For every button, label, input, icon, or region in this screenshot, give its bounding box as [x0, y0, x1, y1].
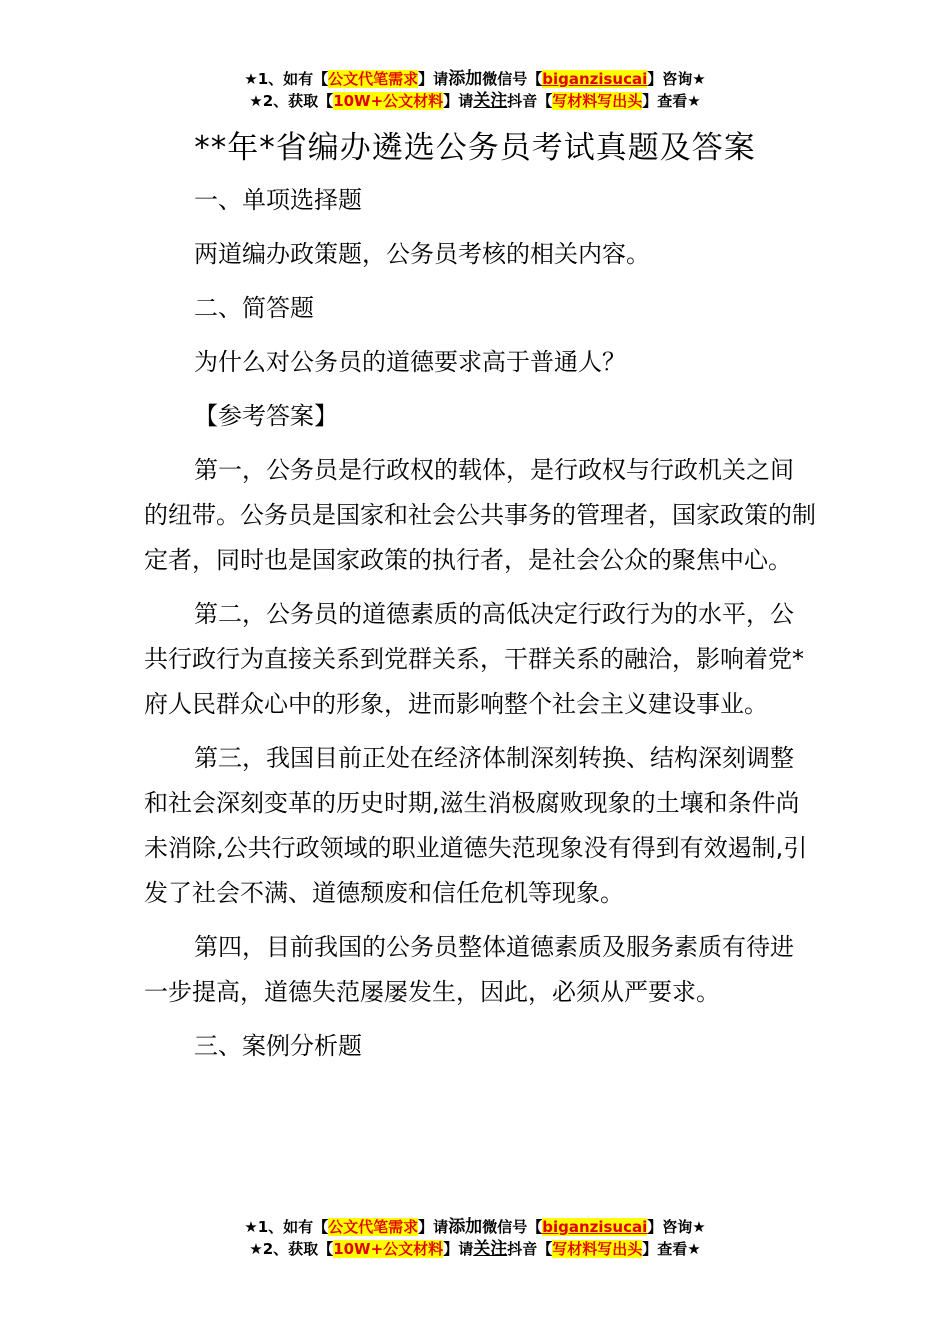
douyin-account[interactable]: 写材料写出头	[552, 92, 643, 110]
banner-text: 抖音【	[507, 92, 553, 110]
banner-emphasis: 添加	[448, 69, 483, 89]
document-body	[144, 178, 816, 1069]
banner-text: 】请	[443, 1240, 474, 1258]
banner-text: 】咨询★	[647, 1218, 706, 1236]
banner-text: 2、获取【	[262, 92, 334, 110]
star-icon: ★	[244, 1218, 258, 1236]
banner-text: 微信号【	[482, 1218, 543, 1236]
wechat-id[interactable]: biganzisucai	[542, 70, 648, 88]
banner-text: 抖音【	[507, 1240, 553, 1258]
paragraph: 两道编办政策题，公务员考核的相关内容。	[194, 240, 650, 268]
footer-banner	[0, 1216, 950, 1260]
section-heading: 二、简答题	[194, 294, 314, 322]
paragraph: 第二，公务员的道德素质的高低决定行政行为的水平，公共行政行为直接关系到党群关系，干群关系的融洽，影响着党*府人民群众心中的形象，进而影响整个社会主义建设事业。	[144, 600, 804, 718]
banner-emphasis: 添加	[448, 1217, 483, 1237]
question: 为什么对公务员的道德要求高于普通人？	[194, 348, 626, 376]
banner-text: 】请	[443, 92, 474, 110]
banner-text: 1、如有【	[257, 1218, 329, 1236]
section-heading: 三、案例分析题	[194, 1032, 362, 1060]
banner-text: 】查看★	[642, 1240, 701, 1258]
banner-text: 1、如有【	[257, 70, 329, 88]
banner-line-2	[0, 1238, 950, 1260]
section-heading: 一、单项选择题	[194, 186, 362, 214]
banner-text: 】查看★	[642, 92, 701, 110]
banner-text: 】请	[418, 70, 449, 88]
answer-label: 【参考答案】	[194, 402, 338, 430]
banner-line-1	[0, 1216, 950, 1238]
banner-text: 微信号【	[482, 70, 543, 88]
banner-text: 】咨询★	[647, 70, 706, 88]
star-icon: ★	[249, 92, 263, 110]
highlight-materials: 10W+公文材料	[333, 1240, 444, 1258]
highlight-service: 公文代笔需求	[328, 70, 419, 88]
wechat-id[interactable]: biganzisucai	[542, 1218, 648, 1236]
banner-line-2	[0, 90, 950, 112]
document-title: **年*省编办遴选公务员考试真题及答案	[194, 130, 756, 166]
banner-emphasis: 关注	[473, 91, 508, 111]
highlight-materials: 10W+公文材料	[333, 92, 444, 110]
paragraph: 第四，目前我国的公务员整体道德素质及服务素质有待进一步提高，道德失范屡屡发生，因此，必须从严要求。	[144, 933, 794, 1006]
paragraph: 第三，我国目前正处在经济体制深刻转换、结构深刻调整和社会深刻变革的历史时期,滋生消极腐败现象的土壤和条件尚未消除,公共行政领域的职业道德失范现象没有得到有效遏制,引发了社会不满、道德颓废和信任危机等现象。	[144, 744, 808, 907]
highlight-service: 公文代笔需求	[328, 1218, 419, 1236]
header-banner	[0, 68, 950, 112]
banner-emphasis: 关注	[473, 1239, 508, 1259]
paragraph: 第一，公务员是行政权的载体，是行政权与行政机关之间的纽带。公务员是国家和社会公共事务的管理者，国家政策的制定者，同时也是国家政策的执行者，是社会公众的聚焦中心。	[144, 456, 816, 574]
banner-text: 】请	[418, 1218, 449, 1236]
banner-text: 2、获取【	[262, 1240, 334, 1258]
star-icon: ★	[244, 70, 258, 88]
star-icon: ★	[249, 1240, 263, 1258]
douyin-account[interactable]: 写材料写出头	[552, 1240, 643, 1258]
banner-line-1	[0, 68, 950, 90]
